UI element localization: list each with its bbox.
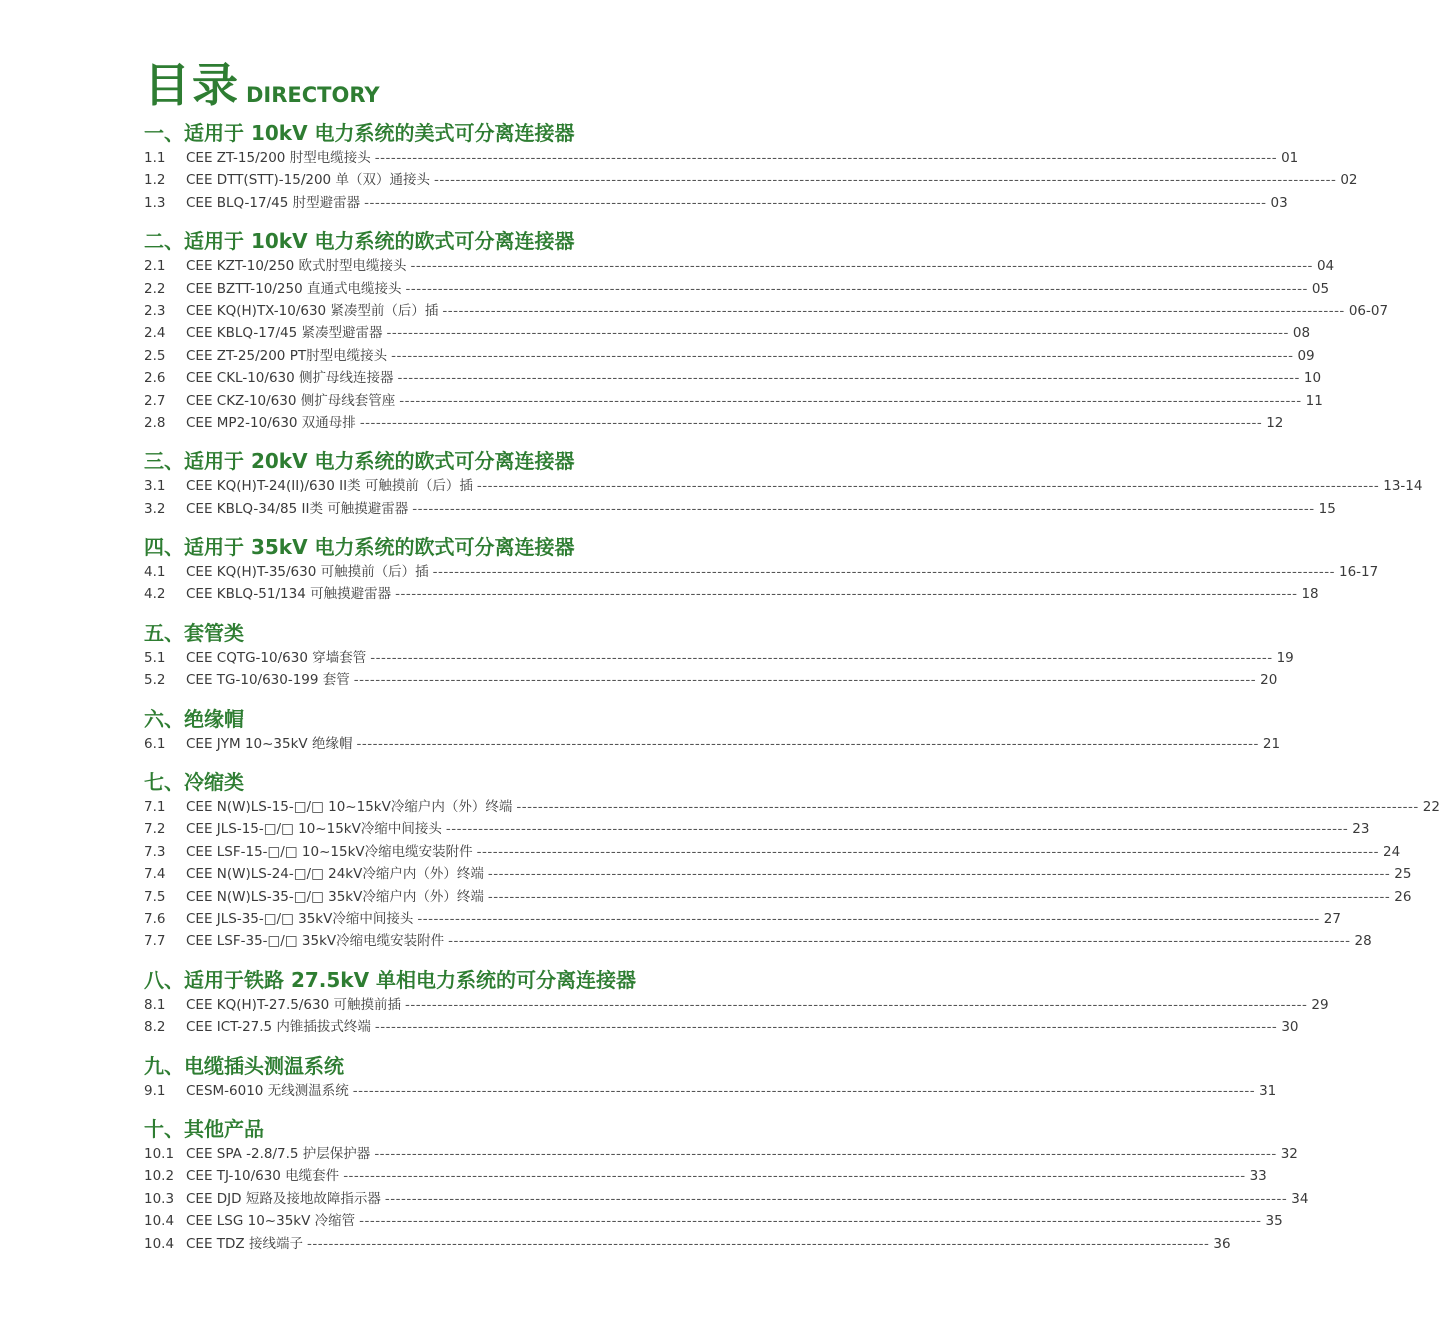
- toc-entry[interactable]: [144, 818, 1370, 840]
- toc-entry[interactable]: [144, 255, 1335, 277]
- toc-entry[interactable]: [144, 733, 1281, 755]
- dot-leader: [354, 669, 1256, 691]
- entry-page-number: 24: [1383, 843, 1401, 860]
- entry-page-number: 13-14: [1383, 478, 1423, 495]
- toc-entry[interactable]: [144, 300, 1389, 322]
- toc-entry[interactable]: [144, 1188, 1309, 1210]
- entry-number: 2.1: [144, 258, 166, 275]
- entry-label: CEE N(W)LS-35-□/□ 35kV冷缩户内（外）终端: [186, 888, 484, 905]
- entry-page-number: 28: [1354, 933, 1372, 950]
- entry-number: 4.2: [144, 586, 166, 603]
- entry-page-number: 18: [1301, 586, 1319, 603]
- entry-label: CEE KQ(H)T-35/630 可触摸前（后）插: [186, 564, 429, 581]
- entry-label: CEE TDZ 接线端子: [186, 1235, 303, 1252]
- toc-entry[interactable]: [144, 930, 1372, 952]
- toc-section: [144, 967, 1329, 1039]
- entry-page-number: 06-07: [1348, 302, 1389, 319]
- entry-number: 5.2: [144, 672, 166, 689]
- entry-page-number: 01: [1281, 150, 1299, 166]
- toc-section: [144, 1116, 1309, 1255]
- dot-leader: [417, 908, 1319, 930]
- entry-number: 4.1: [144, 564, 166, 581]
- entry-page-number: 27: [1323, 910, 1341, 927]
- dot-leader: [356, 733, 1258, 755]
- entry-page-number: 33: [1249, 1168, 1267, 1185]
- entry-number: 1.3: [144, 194, 166, 211]
- entry-number: 2.6: [144, 370, 166, 387]
- section-title: 二、适用于 10kV 电力系统的欧式可分离连接器: [144, 229, 575, 254]
- toc-entry[interactable]: [144, 147, 1299, 169]
- entry-number: 10.4: [144, 1213, 175, 1230]
- dot-leader: [395, 583, 1297, 605]
- dot-leader: [516, 796, 1418, 818]
- toc-entry[interactable]: [144, 583, 1319, 605]
- toc-section: [144, 706, 1281, 755]
- entry-page-number: 03: [1270, 194, 1288, 211]
- section-title: 四、适用于 35kV 电力系统的欧式可分离连接器: [144, 535, 575, 560]
- entry-number: 3.2: [144, 500, 166, 517]
- dot-leader: [386, 322, 1288, 344]
- entry-number: 10.1: [144, 1145, 175, 1162]
- entry-label: CEE KQ(H)T-24(II)/630 II类 可触摸前（后）插: [186, 478, 473, 495]
- dot-leader: [353, 1080, 1255, 1102]
- dot-leader: [477, 841, 1379, 863]
- entry-number: 10.2: [144, 1168, 175, 1185]
- dot-leader: [405, 994, 1307, 1016]
- toc-entry[interactable]: [144, 908, 1341, 930]
- entry-label: CEE KBLQ-34/85 II类 可触摸避雷器: [186, 500, 409, 517]
- toc-section: [144, 769, 1440, 953]
- entry-number: 1.2: [144, 172, 166, 189]
- entry-label: CEE KZT-10/250 欧式肘型电缆接头: [186, 258, 407, 275]
- dot-leader: [398, 367, 1300, 389]
- entry-number: 2.8: [144, 414, 166, 431]
- entry-number: 1.1: [144, 150, 166, 166]
- toc-entry[interactable]: [144, 192, 1288, 214]
- section-title: 十、其他产品: [144, 1116, 264, 1141]
- dot-leader: [399, 390, 1301, 412]
- toc-entry[interactable]: [144, 886, 1412, 908]
- toc-entry[interactable]: [144, 367, 1322, 389]
- entry-page-number: 02: [1340, 172, 1358, 189]
- entry-label: CEE LSF-15-□/□ 10~15kV冷缩电缆安装附件: [186, 843, 473, 860]
- entry-number: 8.2: [144, 1019, 166, 1036]
- dot-leader: [405, 278, 1307, 300]
- toc-entry[interactable]: [144, 863, 1412, 885]
- toc-entry[interactable]: [144, 278, 1330, 300]
- entry-label: CEE JLS-15-□/□ 10~15kV冷缩中间接头: [186, 821, 442, 838]
- entry-page-number: 05: [1311, 280, 1330, 297]
- dot-leader: [488, 863, 1390, 885]
- entry-label: CEE ZT-25/200 PT肘型电缆接头: [186, 347, 388, 364]
- toc-entry[interactable]: [144, 1210, 1283, 1232]
- toc-section: [144, 228, 1389, 434]
- entry-number: 7.2: [144, 821, 166, 838]
- dot-leader: [374, 1143, 1276, 1165]
- entry-label: CEE ICT-27.5 内锥插拔式终端: [186, 1019, 371, 1036]
- entry-number: 2.5: [144, 347, 166, 364]
- toc-entry[interactable]: [144, 390, 1323, 412]
- entry-page-number: 20: [1260, 672, 1278, 689]
- entry-number: 9.1: [144, 1082, 166, 1099]
- toc-entry[interactable]: [144, 561, 1379, 583]
- entry-page-number: 35: [1265, 1213, 1283, 1230]
- entry-page-number: 30: [1281, 1019, 1299, 1036]
- entry-number: 7.3: [144, 843, 166, 860]
- toc-entry[interactable]: [144, 322, 1311, 344]
- entry-page-number: 11: [1305, 392, 1323, 409]
- entry-label: CEE TJ-10/630 电缆套件: [186, 1168, 340, 1185]
- dot-leader: [343, 1165, 1245, 1187]
- entry-page-number: 04: [1316, 258, 1335, 275]
- dot-leader: [442, 300, 1344, 322]
- dot-leader: [434, 169, 1336, 191]
- entry-page-number: 08: [1292, 325, 1311, 342]
- entry-page-number: 25: [1394, 866, 1412, 883]
- entry-page-number: 12: [1266, 414, 1284, 431]
- entry-label: CEE CKZ-10/630 侧扩母线套管座: [186, 392, 396, 409]
- toc-entry[interactable]: [144, 1165, 1267, 1187]
- entry-number: 2.7: [144, 392, 166, 409]
- entry-label: CEE KQ(H)T-27.5/630 可触摸前插: [186, 996, 401, 1013]
- entry-number: 7.6: [144, 910, 166, 927]
- section-title: 九、电缆插头测温系统: [144, 1053, 344, 1078]
- entry-page-number: 31: [1259, 1082, 1277, 1099]
- toc-entry[interactable]: [144, 796, 1440, 818]
- entry-page-number: 22: [1422, 799, 1440, 816]
- entry-number: 8.1: [144, 996, 166, 1013]
- toc-entry[interactable]: [144, 1016, 1299, 1038]
- entry-page-number: 21: [1262, 735, 1281, 752]
- dot-leader: [446, 818, 1348, 840]
- page-header: [144, 58, 808, 112]
- entry-label: CEE BZTT-10/250 直通式电缆接头: [186, 280, 402, 297]
- entry-page-number: 36: [1213, 1235, 1231, 1252]
- entry-page-number: 34: [1291, 1190, 1309, 1207]
- entry-page-number: 19: [1276, 649, 1294, 666]
- toc-entry[interactable]: [144, 1080, 1277, 1102]
- dot-leader: [488, 886, 1390, 908]
- entry-label: CEE DJD 短路及接地故障指示器: [186, 1190, 381, 1207]
- entry-label: CEE TG-10/630-199 套管: [186, 672, 350, 689]
- toc-section: [144, 1053, 1277, 1102]
- entry-number: 2.2: [144, 280, 166, 297]
- toc-section: [144, 120, 1358, 214]
- toc-entry[interactable]: [144, 669, 1278, 691]
- dot-leader: [364, 192, 1266, 214]
- entry-label: CEE JLS-35-□/□ 35kV冷缩中间接头: [186, 910, 414, 927]
- entry-label: CEE KQ(H)TX-10/630 紧凑型前（后）插: [186, 302, 439, 319]
- toc-entry[interactable]: [144, 169, 1358, 191]
- entry-label: CEE N(W)LS-24-□/□ 24kV冷缩户内（外）终端: [186, 866, 484, 883]
- entry-label: CEE ZT-15/200 肘型电缆接头: [186, 150, 371, 166]
- entry-page-number: 23: [1352, 821, 1370, 838]
- dot-leader: [411, 255, 1313, 277]
- entry-page-number: 15: [1318, 500, 1336, 517]
- toc-section: [144, 448, 1423, 520]
- entry-page-number: 29: [1311, 996, 1329, 1013]
- entry-page-number: 26: [1394, 888, 1412, 905]
- entry-number: 7.1: [144, 799, 166, 816]
- section-title: 一、适用于 10kV 电力系统的美式可分离连接器: [144, 121, 575, 145]
- toc-section: [144, 620, 1294, 692]
- entry-label: CEE BLQ-17/45 肘型避雷器: [186, 194, 361, 211]
- toc-entry[interactable]: [144, 1233, 1231, 1255]
- entry-label: CEE N(W)LS-15-□/□ 10~15kV冷缩户内（外）终端: [186, 799, 513, 816]
- entry-label: CEE JYM 10~35kV 绝缘帽: [186, 735, 353, 752]
- entry-label: CEE DTT(STT)-15/200 单（双）通接头: [186, 172, 430, 189]
- dot-leader: [370, 647, 1272, 669]
- entry-label: CEE LSF-35-□/□ 35kV冷缩电缆安装附件: [186, 933, 445, 950]
- entry-number: 7.4: [144, 866, 166, 883]
- section-title: 七、冷缩类: [144, 770, 244, 795]
- entry-number: 10.3: [144, 1190, 175, 1207]
- dot-leader: [359, 1210, 1261, 1232]
- section-title: 八、适用于铁路 27.5kV 单相电力系统的可分离连接器: [144, 967, 637, 992]
- entry-label: CESM-6010 无线测温系统: [186, 1082, 349, 1099]
- entry-page-number: 09: [1297, 347, 1315, 364]
- dot-leader: [385, 1188, 1287, 1210]
- toc-entry[interactable]: [144, 412, 1284, 434]
- entry-number: 10.4: [144, 1235, 175, 1252]
- toc-entry[interactable]: [144, 345, 1315, 367]
- toc-section: [144, 534, 1379, 606]
- entry-page-number: 16-17: [1339, 564, 1379, 581]
- toc-entry[interactable]: [144, 647, 1294, 669]
- entry-number: 3.1: [144, 478, 166, 495]
- dot-leader: [375, 147, 1277, 169]
- section-title: 六、绝缘帽: [144, 706, 244, 731]
- section-title: 三、适用于 20kV 电力系统的欧式可分离连接器: [144, 449, 575, 474]
- toc-entry[interactable]: [144, 1143, 1298, 1165]
- entry-number: 5.1: [144, 649, 166, 666]
- page-title: 目录: [144, 58, 240, 112]
- dot-leader: [391, 345, 1293, 367]
- entry-number: 2.3: [144, 302, 166, 319]
- entry-label: CEE KBLQ-51/134 可触摸避雷器: [186, 586, 392, 603]
- entry-number: 2.4: [144, 325, 166, 342]
- entry-label: CEE KBLQ-17/45 紧凑型避雷器: [186, 325, 383, 342]
- toc-entry[interactable]: [144, 994, 1329, 1016]
- table-of-contents: [144, 120, 1440, 1255]
- entry-label: CEE SPA -2.8/7.5 护层保护器: [186, 1145, 371, 1162]
- entry-page-number: 10: [1303, 370, 1322, 387]
- directory-page: [144, 58, 1440, 1255]
- toc-entry[interactable]: [144, 475, 1423, 497]
- dot-leader: [360, 412, 1262, 434]
- entry-number: 7.5: [144, 888, 166, 905]
- toc-entry[interactable]: [144, 841, 1401, 863]
- entry-page-number: 32: [1280, 1145, 1298, 1162]
- entry-label: CEE CKL-10/630 侧扩母线连接器: [186, 370, 394, 387]
- page-subtitle: DIRECTORY: [246, 83, 380, 107]
- entry-number: 7.7: [144, 933, 166, 950]
- dot-leader: [412, 498, 1314, 520]
- section-title: 五、套管类: [144, 620, 244, 645]
- entry-label: CEE LSG 10~35kV 冷缩管: [186, 1213, 356, 1230]
- dot-leader: [477, 475, 1379, 497]
- toc-entry[interactable]: [144, 498, 1336, 520]
- dot-leader: [433, 561, 1335, 583]
- dot-leader: [307, 1233, 1209, 1255]
- dot-leader: [375, 1016, 1277, 1038]
- entry-number: 6.1: [144, 735, 166, 752]
- entry-label: CEE MP2-10/630 双通母排: [186, 414, 356, 431]
- dot-leader: [448, 930, 1350, 952]
- entry-label: CEE CQTG-10/630 穿墙套管: [186, 649, 367, 666]
